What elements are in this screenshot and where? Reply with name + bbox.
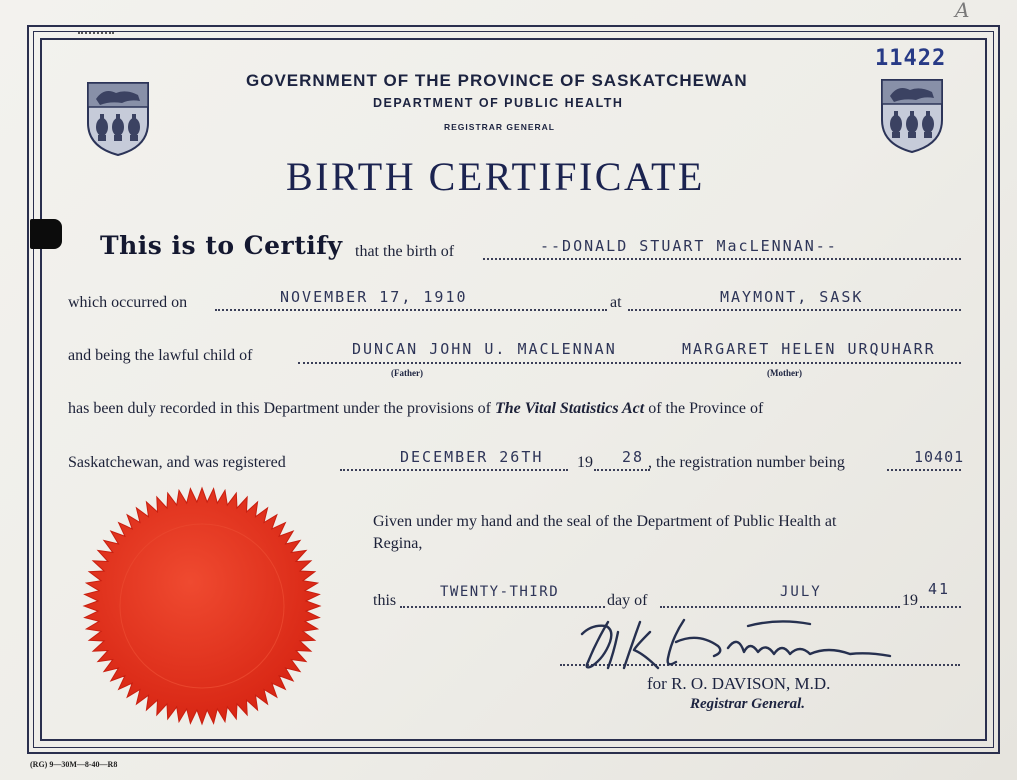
red-seal-icon	[82, 486, 322, 731]
registration-number: 10401	[914, 448, 965, 466]
coat-of-arms-icon	[880, 78, 944, 159]
certify-lead: This is to Certify	[100, 231, 343, 260]
certify-phrase: that the birth of	[355, 243, 455, 260]
registration-year-rule	[594, 469, 650, 471]
recorded-suffix: of the Province of	[648, 400, 764, 417]
name-rule	[483, 258, 961, 260]
given-line-1: Given under my hand and the seal of the Department of Public Health at	[373, 513, 837, 530]
day-rule	[400, 606, 605, 608]
act-name: The Vital Statistics Act	[495, 400, 645, 417]
birth-place-rule	[628, 309, 961, 311]
month-rule	[660, 606, 900, 608]
coat-of-arms-icon	[86, 81, 150, 162]
registration-date: DECEMBER 26TH	[400, 448, 544, 466]
registration-date-rule	[340, 469, 568, 471]
corner-letter: A	[955, 0, 970, 22]
occurrence-label: which occurred on	[68, 294, 188, 311]
mother-caption: (Mother)	[767, 368, 802, 378]
parents-rule	[298, 362, 961, 364]
form-code: (RG) 9—30M—8-40—R8	[30, 760, 118, 769]
department-heading: DEPARTMENT OF PUBLIC HEALTH	[373, 96, 624, 110]
signer-title: Registrar General.	[690, 696, 806, 712]
registration-prefix: Saskatchewan, and was registered	[68, 454, 286, 471]
government-heading: GOVERNMENT OF THE PROVINCE OF SASKATCHEWAN	[246, 71, 748, 90]
birth-date-rule	[215, 309, 607, 311]
recorded-prefix: has been duly recorded in this Department under the provisions of	[68, 400, 491, 417]
month-value: JULY	[780, 584, 822, 600]
dated-year: 41	[928, 580, 951, 598]
certificate-number: 11422	[875, 46, 947, 71]
this-label: this	[373, 592, 397, 609]
father-caption: (Father)	[391, 368, 423, 378]
father-name: DUNCAN JOHN U. MACLENNAN	[352, 340, 617, 358]
day-of-label: day of	[607, 592, 648, 609]
registration-year: 28	[622, 448, 645, 466]
dated-year-prefix: 19	[902, 592, 918, 609]
birth-date: NOVEMBER 17, 1910	[280, 288, 468, 306]
parents-label: and being the lawful child of	[68, 347, 253, 364]
mother-name: MARGARET HELEN URQUHARR	[682, 340, 936, 358]
at-label: at	[610, 294, 622, 311]
registration-number-rule	[887, 469, 961, 471]
certificate-title: BIRTH CERTIFICATE	[286, 154, 705, 199]
binder-tab	[30, 219, 62, 249]
birth-place: MAYMONT, SASK	[720, 288, 864, 306]
given-line-2: Regina,	[373, 535, 423, 552]
registration-year-prefix: 19	[577, 454, 593, 471]
recorded-text	[68, 400, 763, 418]
signer-for-line: for R. O. DAVISON, M.D.	[647, 674, 831, 693]
child-name: --DONALD STUART MacLENNAN--	[540, 237, 838, 255]
handwritten-signature	[578, 612, 908, 677]
registration-suffix: , the registration number being	[648, 454, 845, 471]
registrar-heading: REGISTRAR GENERAL	[444, 122, 555, 132]
day-value: TWENTY-THIRD	[440, 584, 560, 600]
dated-year-rule	[920, 606, 961, 608]
